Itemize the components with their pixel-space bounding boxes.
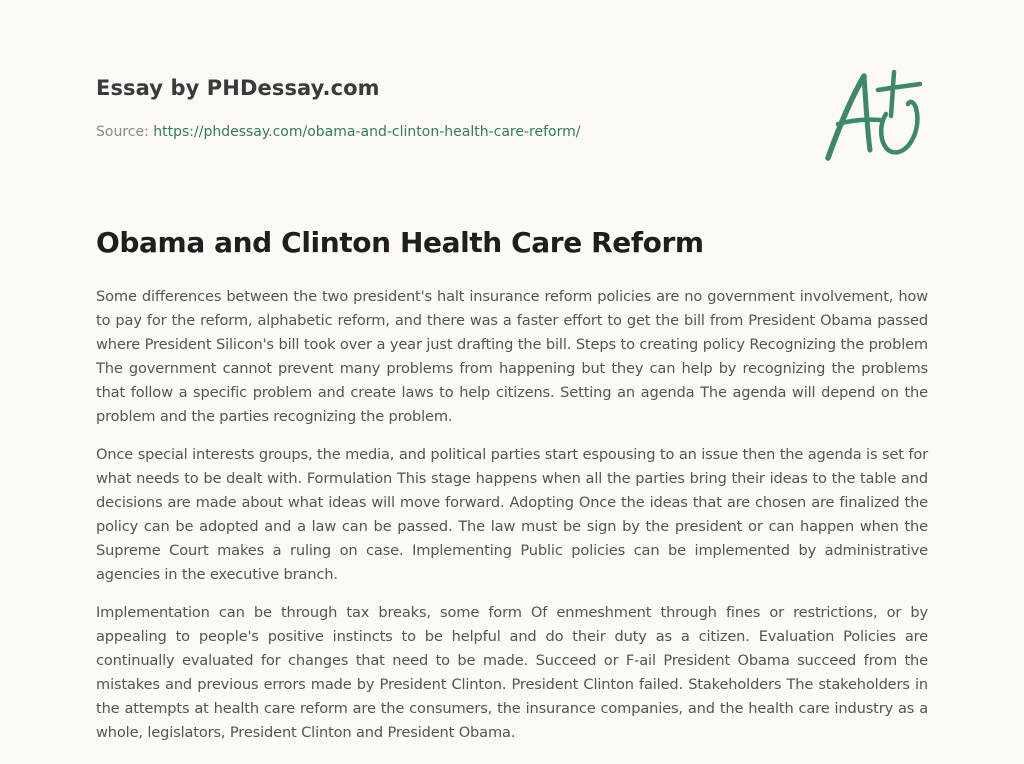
paragraph-3: Implementation can be through tax breaks, some form Of enmeshment through fines or restrictions, or by appealing to people's positive instincts to be helpful and do their duty as a citizen. Evaluation Policies are continually evaluated for changes that need to be made. Succeed or F-ail President Obama succeed from the mistakes and previous errors made by President Clinton. President Clinton failed. Stakeholders The stakeholders in the attempts at health care reform are the consumers, the insurance companies, and the health care industry as a whole, legislators, President Clinton and President Obama. — [96, 604, 928, 741]
source-line — [96, 124, 696, 140]
a-plus-grade-icon — [820, 64, 930, 168]
source-link[interactable]: https://phdessay.com/obama-and-clinton-health-care-reform/ — [153, 124, 581, 140]
paragraph-1: Some differences between the two president's halt insurance reform policies are no government involvement, how to pay for the reform, alphabetic reform, and there was a faster effort to get the bill from President Obama passed where President Silicon's bill took over a year just drafting the bill. Steps to creating policy Recognizing the problem The government cannot prevent many problems from happening but they can help by recognizing the problems that follow a specific problem and create laws to help citizens. Setting an agenda The agenda will depend on the problem and the parties recognizing the problem. — [96, 288, 928, 425]
page-title: Obama and Clinton Health Care Reform — [96, 226, 704, 259]
page-header — [96, 76, 696, 140]
article-body — [96, 285, 928, 759]
paragraph-2: Once special interests groups, the media, and political parties start espousing to an issue then the agenda is set for what needs to be dealt with. Formulation This stage happens when all the parties bring their ideas to the table and decisions are made about what ideas will move forward. Adopting Once the ideas that are chosen are finalized the policy can be adopted and a law can be passed. The law must be sign by the president or can happen when the Supreme Court makes a ruling on case. Implementing Public policies can be implemented by administrative agencies in the executive branch. — [96, 446, 928, 583]
source-label: Source: — [96, 124, 149, 140]
brand-title: Essay by PHDessay.com — [96, 76, 380, 100]
